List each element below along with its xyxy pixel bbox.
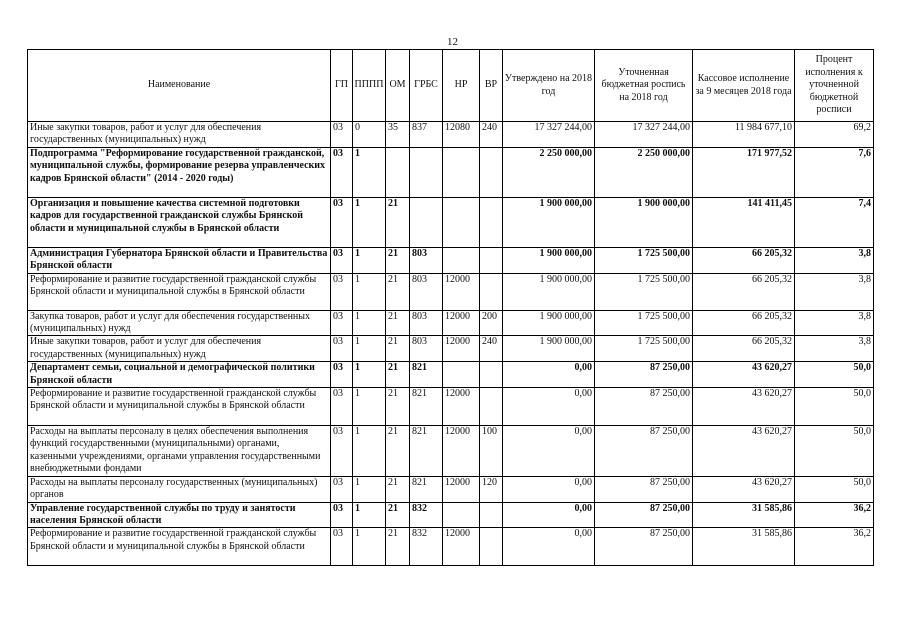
cell-nr: [443, 247, 480, 273]
cell-percent: 50,0: [795, 426, 874, 477]
table-row: [28, 147, 874, 197]
header-col-percent: Процент исполнения к уточненной бюджетной росписи: [795, 50, 874, 122]
cell-name: Закупка товаров, работ и услуг для обеспечения государственных (муниципальных) нужд: [28, 310, 331, 336]
cell-om: 21: [386, 502, 410, 528]
table-row: [28, 426, 874, 477]
cell-name: Администрация Губернатора Брянской области и Правительства Брянской области: [28, 247, 331, 273]
cell-refined: 87 250,00: [595, 528, 693, 566]
cell-refined: 2 250 000,00: [595, 147, 693, 197]
table-row: [28, 388, 874, 426]
cell-pppp: 1: [353, 426, 386, 477]
cell-gp: 03: [331, 388, 353, 426]
cell-gp: 03: [331, 476, 353, 502]
cell-vr: [480, 247, 503, 273]
cell-approved: 0,00: [503, 388, 595, 426]
cell-gp: 03: [331, 502, 353, 528]
cell-name: Подпрограмма "Реформирование государственной гражданской, муниципальной службы, формирование резерва управленческих кадров Брянской области" (2014 - 2020 годы): [28, 147, 331, 197]
cell-gp: 03: [331, 197, 353, 247]
cell-gp: 03: [331, 273, 353, 310]
cell-gp: 03: [331, 528, 353, 566]
cell-approved: 0,00: [503, 426, 595, 477]
cell-refined: 87 250,00: [595, 502, 693, 528]
cell-vr: [480, 273, 503, 310]
cell-executed: 43 620,27: [693, 476, 795, 502]
cell-percent: 69,2: [795, 122, 874, 148]
cell-refined: 87 250,00: [595, 476, 693, 502]
cell-om: 21: [386, 310, 410, 336]
budget-table: [27, 49, 874, 566]
table-header: [28, 50, 874, 122]
header-col-grbs: ГРБС: [410, 50, 443, 122]
cell-refined: 1 725 500,00: [595, 310, 693, 336]
cell-name: Иные закупки товаров, работ и услуг для обеспечения государственных (муниципальных) нужд: [28, 336, 331, 362]
table-row: [28, 528, 874, 566]
cell-grbs: [410, 197, 443, 247]
cell-approved: 2 250 000,00: [503, 147, 595, 197]
cell-grbs: 821: [410, 362, 443, 388]
header-col-executed: Кассовое исполнение за 9 месяцев 2018 года: [693, 50, 795, 122]
cell-gp: 03: [331, 336, 353, 362]
header-row: [28, 50, 874, 122]
cell-approved: 17 327 244,00: [503, 122, 595, 148]
cell-nr: [443, 362, 480, 388]
cell-executed: 66 205,32: [693, 247, 795, 273]
cell-grbs: 837: [410, 122, 443, 148]
page-number: 12: [447, 36, 458, 48]
cell-executed: 43 620,27: [693, 388, 795, 426]
cell-om: 21: [386, 528, 410, 566]
cell-om: 21: [386, 476, 410, 502]
cell-pppp: 1: [353, 476, 386, 502]
cell-refined: 87 250,00: [595, 362, 693, 388]
cell-pppp: 1: [353, 197, 386, 247]
cell-om: 21: [386, 197, 410, 247]
cell-refined: 1 725 500,00: [595, 273, 693, 310]
cell-gp: 03: [331, 122, 353, 148]
cell-pppp: 1: [353, 247, 386, 273]
cell-grbs: 803: [410, 336, 443, 362]
cell-percent: 3,8: [795, 273, 874, 310]
cell-executed: 171 977,52: [693, 147, 795, 197]
header-col-name: Наименование: [28, 50, 331, 122]
cell-refined: 87 250,00: [595, 388, 693, 426]
table-row: [28, 502, 874, 528]
table-row: [28, 197, 874, 247]
cell-pppp: 1: [353, 388, 386, 426]
cell-om: 21: [386, 426, 410, 477]
table-row: [28, 362, 874, 388]
cell-executed: 43 620,27: [693, 426, 795, 477]
header-col-vr: ВР: [480, 50, 503, 122]
cell-grbs: 803: [410, 247, 443, 273]
cell-gp: 03: [331, 362, 353, 388]
cell-nr: 12000: [443, 426, 480, 477]
cell-approved: 0,00: [503, 528, 595, 566]
cell-approved: 1 900 000,00: [503, 336, 595, 362]
cell-refined: 1 900 000,00: [595, 197, 693, 247]
cell-nr: 12000: [443, 273, 480, 310]
cell-percent: 36,2: [795, 502, 874, 528]
header-col-om: ОМ: [386, 50, 410, 122]
table-row: [28, 336, 874, 362]
cell-nr: 12080: [443, 122, 480, 148]
cell-vr: [480, 197, 503, 247]
cell-approved: 0,00: [503, 362, 595, 388]
cell-approved: 1 900 000,00: [503, 197, 595, 247]
cell-approved: 1 900 000,00: [503, 310, 595, 336]
cell-grbs: 821: [410, 388, 443, 426]
header-col-gp: ГП: [331, 50, 353, 122]
cell-om: 21: [386, 273, 410, 310]
cell-percent: 7,4: [795, 197, 874, 247]
cell-pppp: 1: [353, 528, 386, 566]
cell-vr: [480, 502, 503, 528]
cell-grbs: 832: [410, 528, 443, 566]
header-col-pppp: ПППП: [353, 50, 386, 122]
table-row: [28, 476, 874, 502]
cell-pppp: 1: [353, 273, 386, 310]
cell-grbs: 821: [410, 476, 443, 502]
header-col-refined: Уточненная бюджетная роспись на 2018 год: [595, 50, 693, 122]
cell-pppp: 1: [353, 310, 386, 336]
cell-executed: 66 205,32: [693, 273, 795, 310]
cell-name: Иные закупки товаров, работ и услуг для обеспечения государственных (муниципальных) нужд: [28, 122, 331, 148]
table-row: [28, 310, 874, 336]
cell-gp: 03: [331, 426, 353, 477]
cell-executed: 31 585,86: [693, 528, 795, 566]
cell-grbs: [410, 147, 443, 197]
cell-gp: 03: [331, 247, 353, 273]
cell-vr: 240: [480, 336, 503, 362]
cell-om: 21: [386, 336, 410, 362]
cell-executed: 31 585,86: [693, 502, 795, 528]
cell-pppp: 1: [353, 336, 386, 362]
cell-executed: 66 205,32: [693, 336, 795, 362]
cell-om: [386, 147, 410, 197]
header-col-nr: НР: [443, 50, 480, 122]
cell-executed: 11 984 677,10: [693, 122, 795, 148]
cell-nr: 12000: [443, 336, 480, 362]
cell-percent: 50,0: [795, 362, 874, 388]
table-body: [28, 122, 874, 566]
cell-grbs: 803: [410, 273, 443, 310]
table-row: [28, 273, 874, 310]
cell-nr: [443, 197, 480, 247]
cell-nr: [443, 147, 480, 197]
cell-grbs: 832: [410, 502, 443, 528]
cell-percent: 3,8: [795, 247, 874, 273]
cell-approved: 0,00: [503, 502, 595, 528]
cell-refined: 87 250,00: [595, 426, 693, 477]
cell-om: 21: [386, 247, 410, 273]
cell-name: Реформирование и развитие государственной гражданской службы Брянской области и муниципальной службы в Брянской области: [28, 528, 331, 566]
cell-percent: 3,8: [795, 310, 874, 336]
cell-pppp: 1: [353, 502, 386, 528]
cell-executed: 66 205,32: [693, 310, 795, 336]
cell-vr: [480, 528, 503, 566]
cell-percent: 3,8: [795, 336, 874, 362]
cell-om: 21: [386, 388, 410, 426]
cell-pppp: 0: [353, 122, 386, 148]
cell-percent: 7,6: [795, 147, 874, 197]
cell-pppp: 1: [353, 147, 386, 197]
table-row: [28, 122, 874, 148]
cell-executed: 43 620,27: [693, 362, 795, 388]
cell-vr: 240: [480, 122, 503, 148]
cell-name: Управление государственной службы по труду и занятости населения Брянской области: [28, 502, 331, 528]
cell-name: Расходы на выплаты персоналу государственных (муниципальных) органов: [28, 476, 331, 502]
cell-gp: 03: [331, 310, 353, 336]
cell-refined: 1 725 500,00: [595, 247, 693, 273]
cell-name: Расходы на выплаты персоналу в целях обеспечения выполнения функций государственными (муниципальными) органами, казенными учреждениями, органами управления государственными внебюджетными фондами: [28, 426, 331, 477]
cell-name: Реформирование и развитие государственной гражданской службы Брянской области и муниципальной службы в Брянской области: [28, 273, 331, 310]
cell-grbs: 821: [410, 426, 443, 477]
header-col-approved: Утверждено на 2018 год: [503, 50, 595, 122]
cell-nr: 12000: [443, 310, 480, 336]
cell-vr: 200: [480, 310, 503, 336]
table-row: [28, 247, 874, 273]
cell-nr: 12000: [443, 476, 480, 502]
cell-nr: 12000: [443, 388, 480, 426]
cell-refined: 17 327 244,00: [595, 122, 693, 148]
cell-vr: 100: [480, 426, 503, 477]
cell-refined: 1 725 500,00: [595, 336, 693, 362]
cell-approved: 1 900 000,00: [503, 273, 595, 310]
cell-grbs: 803: [410, 310, 443, 336]
cell-approved: 0,00: [503, 476, 595, 502]
cell-percent: 50,0: [795, 388, 874, 426]
cell-executed: 141 411,45: [693, 197, 795, 247]
cell-name: Департамент семьи, социальной и демографической политики Брянской области: [28, 362, 331, 388]
cell-om: 35: [386, 122, 410, 148]
cell-percent: 50,0: [795, 476, 874, 502]
cell-nr: [443, 502, 480, 528]
cell-om: 21: [386, 362, 410, 388]
cell-vr: [480, 362, 503, 388]
cell-gp: 03: [331, 147, 353, 197]
cell-approved: 1 900 000,00: [503, 247, 595, 273]
cell-percent: 36,2: [795, 528, 874, 566]
cell-vr: 120: [480, 476, 503, 502]
cell-pppp: 1: [353, 362, 386, 388]
cell-name: Реформирование и развитие государственной гражданской службы Брянской области и муниципальной службы в Брянской области: [28, 388, 331, 426]
cell-name: Организация и повышение качества системной подготовки кадров для государственной гражданской службы Брянской области и муниципальной службы в Брянской области: [28, 197, 331, 247]
cell-nr: 12000: [443, 528, 480, 566]
cell-vr: [480, 147, 503, 197]
cell-vr: [480, 388, 503, 426]
